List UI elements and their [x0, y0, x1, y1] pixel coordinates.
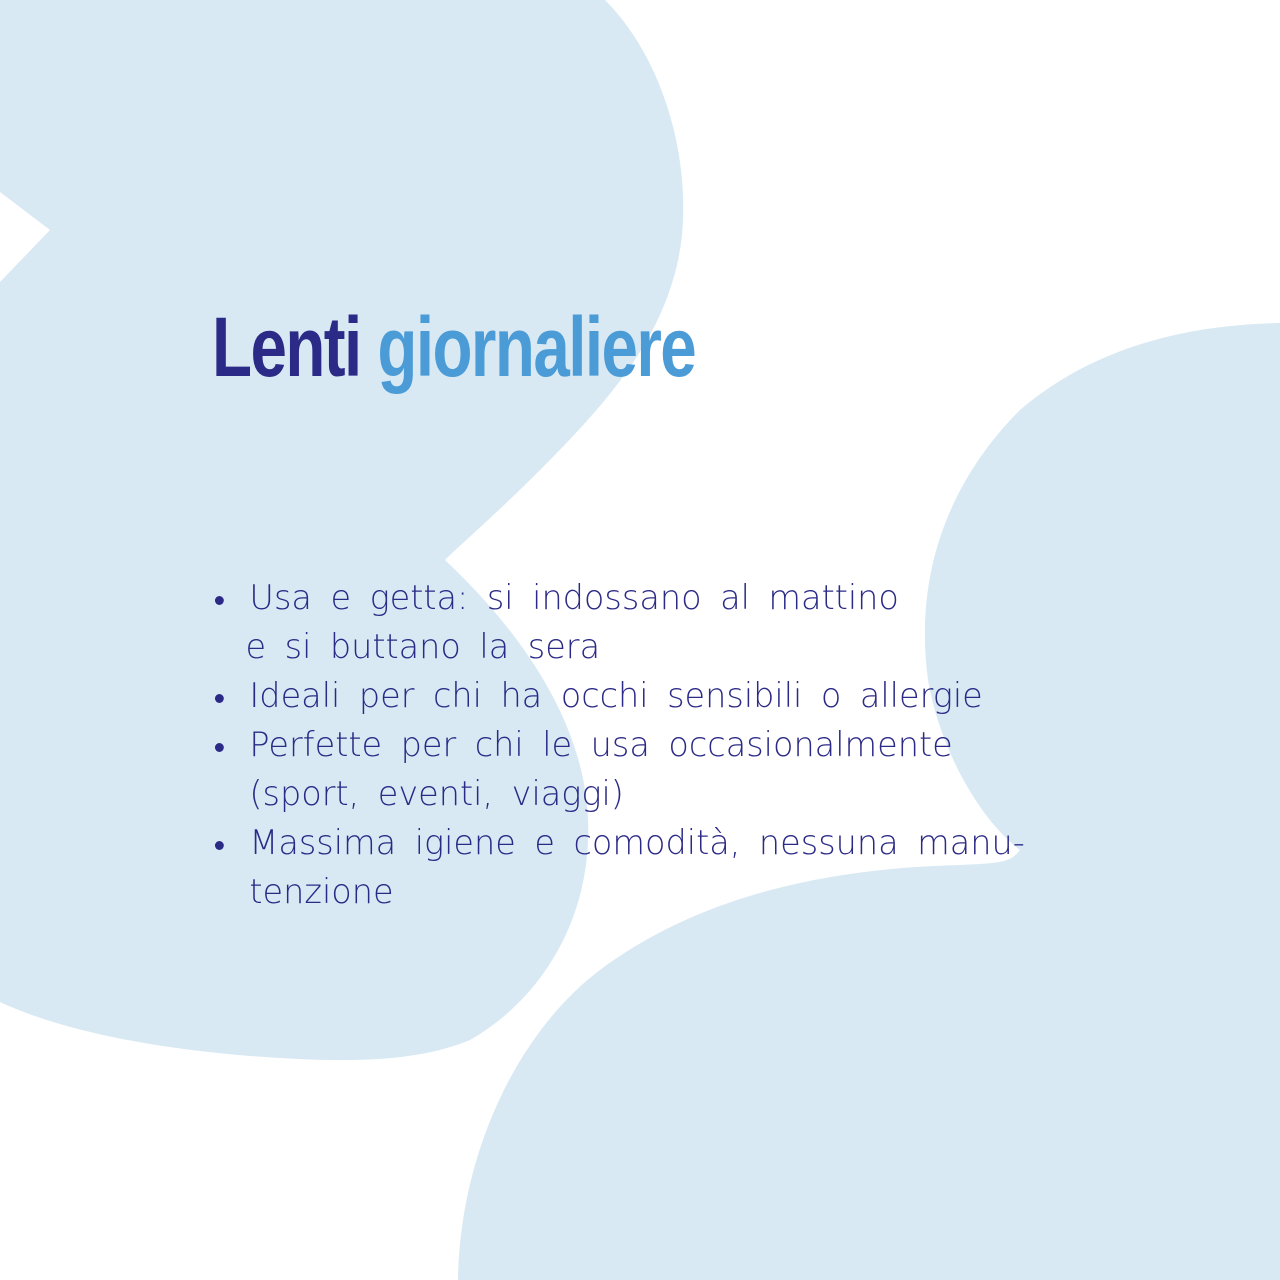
title-part-lenti: Lenti [212, 300, 361, 394]
list-item-line: Usa e getta: si indossano al mattino [249, 578, 899, 618]
list-item-line: tenzione [249, 872, 394, 912]
list-item-line: Perfette per chi le usa occasionalmente [249, 725, 953, 765]
list-item [212, 672, 1039, 721]
list-item [212, 721, 1039, 819]
list-item-line: (sport, eventi, viaggi) [249, 774, 624, 814]
list-item-line: e si buttano la sera [245, 627, 601, 667]
list-item-line: Ideali per chi ha occhi sensibili o allergie [249, 676, 983, 716]
list-item [212, 819, 1039, 917]
list-item-line: Massima igiene e comodità, nessuna manu- [249, 823, 1025, 863]
title-part-giornaliere: giornaliere [377, 300, 696, 394]
features-list [212, 574, 1039, 917]
list-item [212, 574, 1039, 672]
page-title [212, 292, 695, 402]
